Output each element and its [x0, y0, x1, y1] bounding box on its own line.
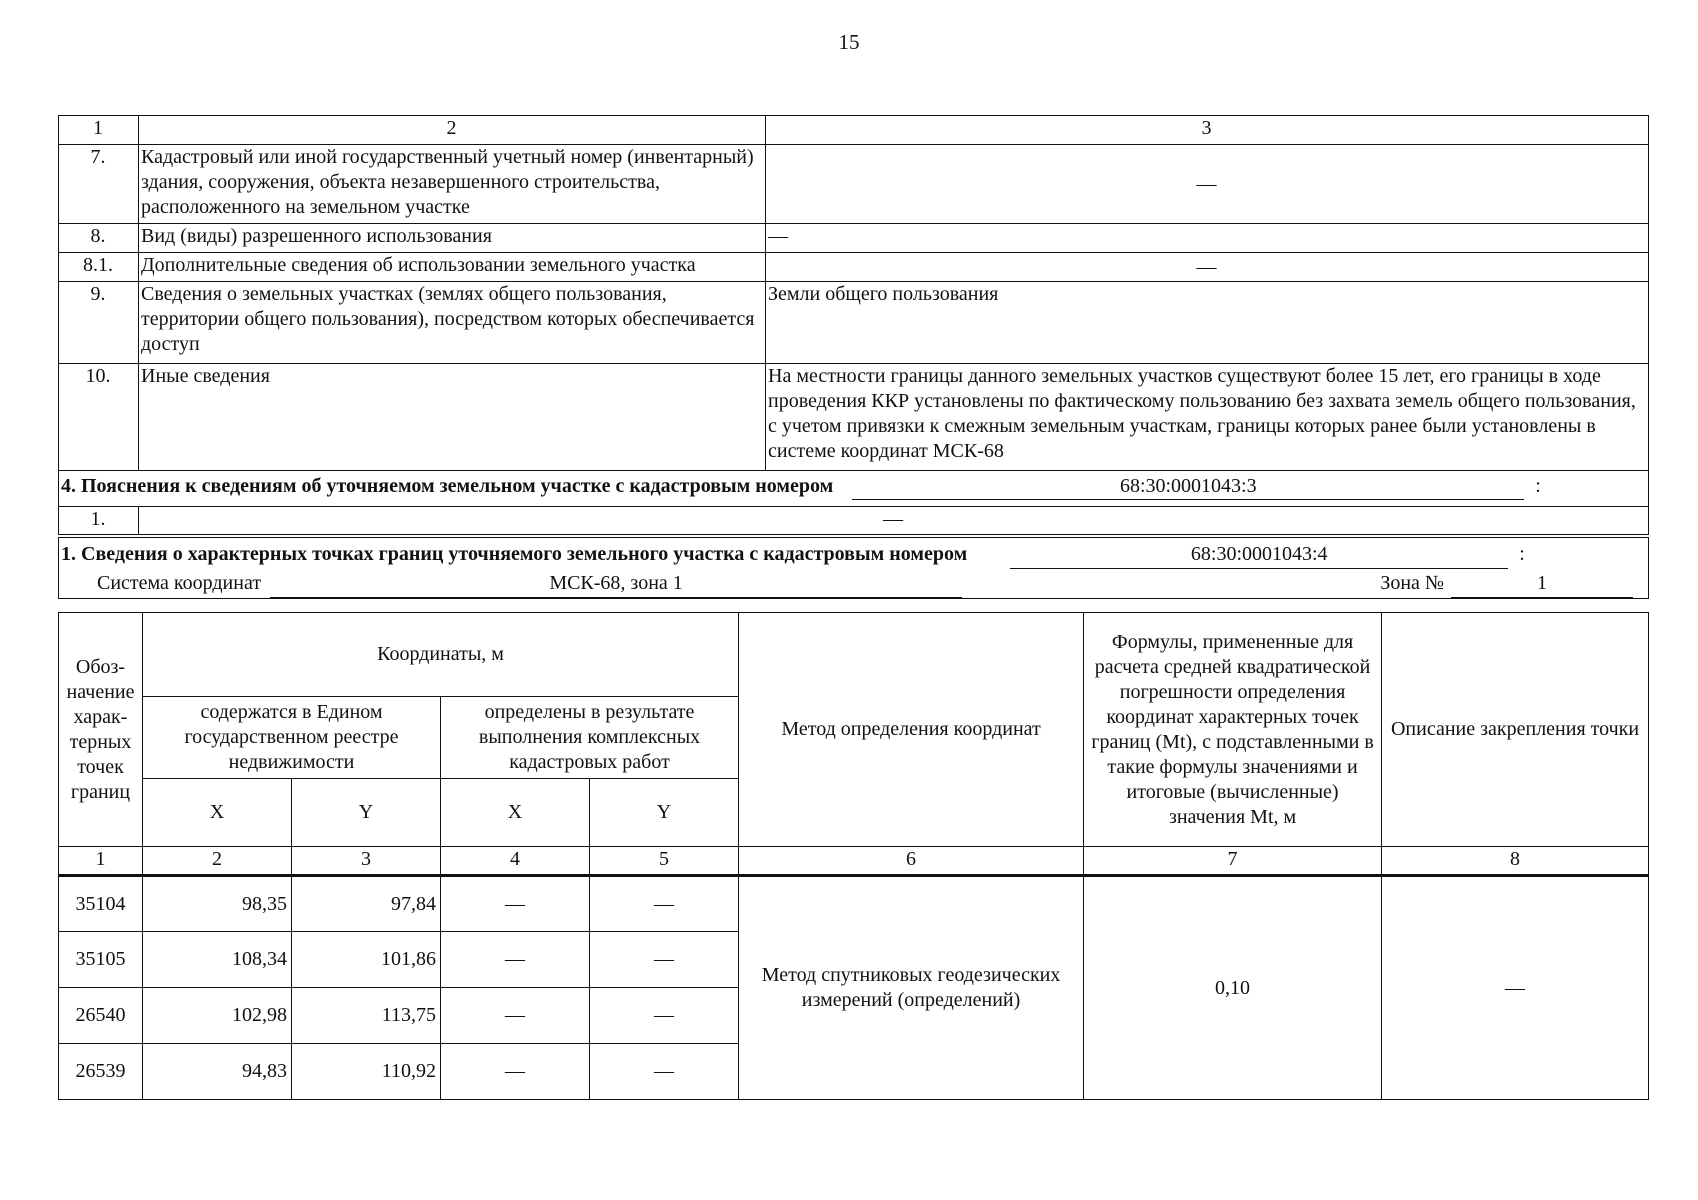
row-name: Дополнительные сведения об использовании земельного участка [139, 253, 766, 282]
y-registry: 110,92 [292, 1044, 441, 1100]
x-registry: 108,34 [143, 932, 292, 988]
x-determined: — [441, 988, 590, 1044]
table-row [59, 876, 1649, 932]
header-y-registry: Y [292, 779, 441, 847]
column-number: 4 [441, 847, 590, 876]
y-determined: — [590, 1044, 739, 1100]
header-formulas: Формулы, примененные для расчета средней квадратической погрешности определения координат характерных точек границ (Mt), с подставленными в такие формулы значениями и итоговые (вычисленные) значения Mt, м [1084, 613, 1382, 847]
column-number: 5 [590, 847, 739, 876]
x-determined: — [441, 876, 590, 932]
point-designation: 26540 [59, 988, 143, 1044]
point-designation: 35105 [59, 932, 143, 988]
section-4-heading-row [59, 471, 1649, 507]
column-number: 2 [139, 116, 766, 145]
section-1-colon: : [1519, 542, 1525, 565]
header-description: Описание закрепления точки [1382, 613, 1649, 847]
parcel-info-table [58, 115, 1649, 599]
header-method: Метод определения координат [739, 613, 1084, 847]
header-x-registry: X [143, 779, 292, 847]
coord-system-label: Система координат [97, 571, 262, 594]
header-in-registry: содержатся в Едином государственном реестре недвижимости [143, 697, 441, 779]
row-number: 1. [59, 507, 139, 536]
row-value: Земли общего пользования [766, 282, 1649, 364]
column-number: 6 [739, 847, 1084, 876]
row-name: Кадастровый или иной государственный учетный номер (инвентарный) здания, сооружения, объекта незавершенного строительства, расположенного на земельном участке [139, 145, 766, 224]
x-determined: — [441, 1044, 590, 1100]
row-value: На местности границы данного земельных участков существуют более 15 лет, его границы в ходе проведения ККР установлены по фактическому пользованию без захвата земель общего пользования, с учетом привязки к смежным земельным участкам, границы которых ранее были установлены в системе координат МСК-68 [766, 364, 1649, 471]
zone-value: 1 [1451, 569, 1633, 598]
y-registry: 101,86 [292, 932, 441, 988]
row-number: 8. [59, 224, 139, 253]
header-designation: Обоз-начение харак-терных точек границ [59, 613, 143, 847]
column-number: 7 [1084, 847, 1382, 876]
table-row [59, 145, 1649, 224]
column-numbers-row [59, 847, 1649, 876]
column-number: 1 [59, 116, 139, 145]
zone-label: Зона № [1380, 571, 1444, 594]
table-row [59, 253, 1649, 282]
section-1-cadastral-number: 68:30:0001043:4 [1010, 540, 1508, 569]
row-value: — [139, 507, 1649, 536]
mt-value: 0,10 [1084, 876, 1382, 1100]
y-registry: 113,75 [292, 988, 441, 1044]
section-1-heading: 1. Сведения о характерных точках границ уточняемого земельного участка с кадастровым номером [61, 542, 968, 565]
header-x-determined: X [441, 779, 590, 847]
row-number: 8.1. [59, 253, 139, 282]
row-name: Вид (виды) разрешенного использования [139, 224, 766, 253]
x-determined: — [441, 932, 590, 988]
column-number: 1 [59, 847, 143, 876]
row-number: 10. [59, 364, 139, 471]
section-4-cadastral-number: 68:30:0001043:3 [852, 474, 1524, 500]
section-4-heading: 4. Пояснения к сведениям об уточняемом земельном участке с кадастровым номером [61, 475, 834, 497]
point-designation: 35104 [59, 876, 143, 932]
y-registry: 97,84 [292, 876, 441, 932]
column-number: 2 [143, 847, 292, 876]
table-row [59, 282, 1649, 364]
table-row [59, 224, 1649, 253]
x-registry: 94,83 [143, 1044, 292, 1100]
row-name: Иные сведения [139, 364, 766, 471]
header-coordinates: Координаты, м [143, 613, 739, 697]
section-4-item-row [59, 507, 1649, 536]
section-4-colon: : [1535, 475, 1541, 497]
x-registry: 98,35 [143, 876, 292, 932]
header-determined: определены в результате выполнения комплексных кадастровых работ [441, 697, 739, 779]
column-numbers-row [59, 116, 1649, 145]
row-value: — [766, 224, 1649, 253]
row-value: — [766, 253, 1649, 282]
points-table [58, 612, 1649, 1100]
description-value: — [1382, 876, 1649, 1100]
row-value: — [766, 145, 1649, 224]
row-number: 9. [59, 282, 139, 364]
y-determined: — [590, 876, 739, 932]
point-designation: 26539 [59, 1044, 143, 1100]
page-number: 15 [838, 30, 860, 54]
method-value: Метод спутниковых геодезических измерений (определений) [739, 876, 1084, 1100]
header-y-determined: Y [590, 779, 739, 847]
y-determined: — [590, 932, 739, 988]
column-number: 3 [766, 116, 1649, 145]
coord-system-value: МСК-68, зона 1 [270, 569, 962, 598]
column-number: 8 [1382, 847, 1649, 876]
section-1-heading-row [59, 536, 1649, 599]
row-number: 7. [59, 145, 139, 224]
y-determined: — [590, 988, 739, 1044]
x-registry: 102,98 [143, 988, 292, 1044]
row-name: Сведения о земельных участках (землях общего пользования, территории общего пользования), посредством которых обеспечивается доступ [139, 282, 766, 364]
table-row [59, 364, 1649, 471]
column-number: 3 [292, 847, 441, 876]
